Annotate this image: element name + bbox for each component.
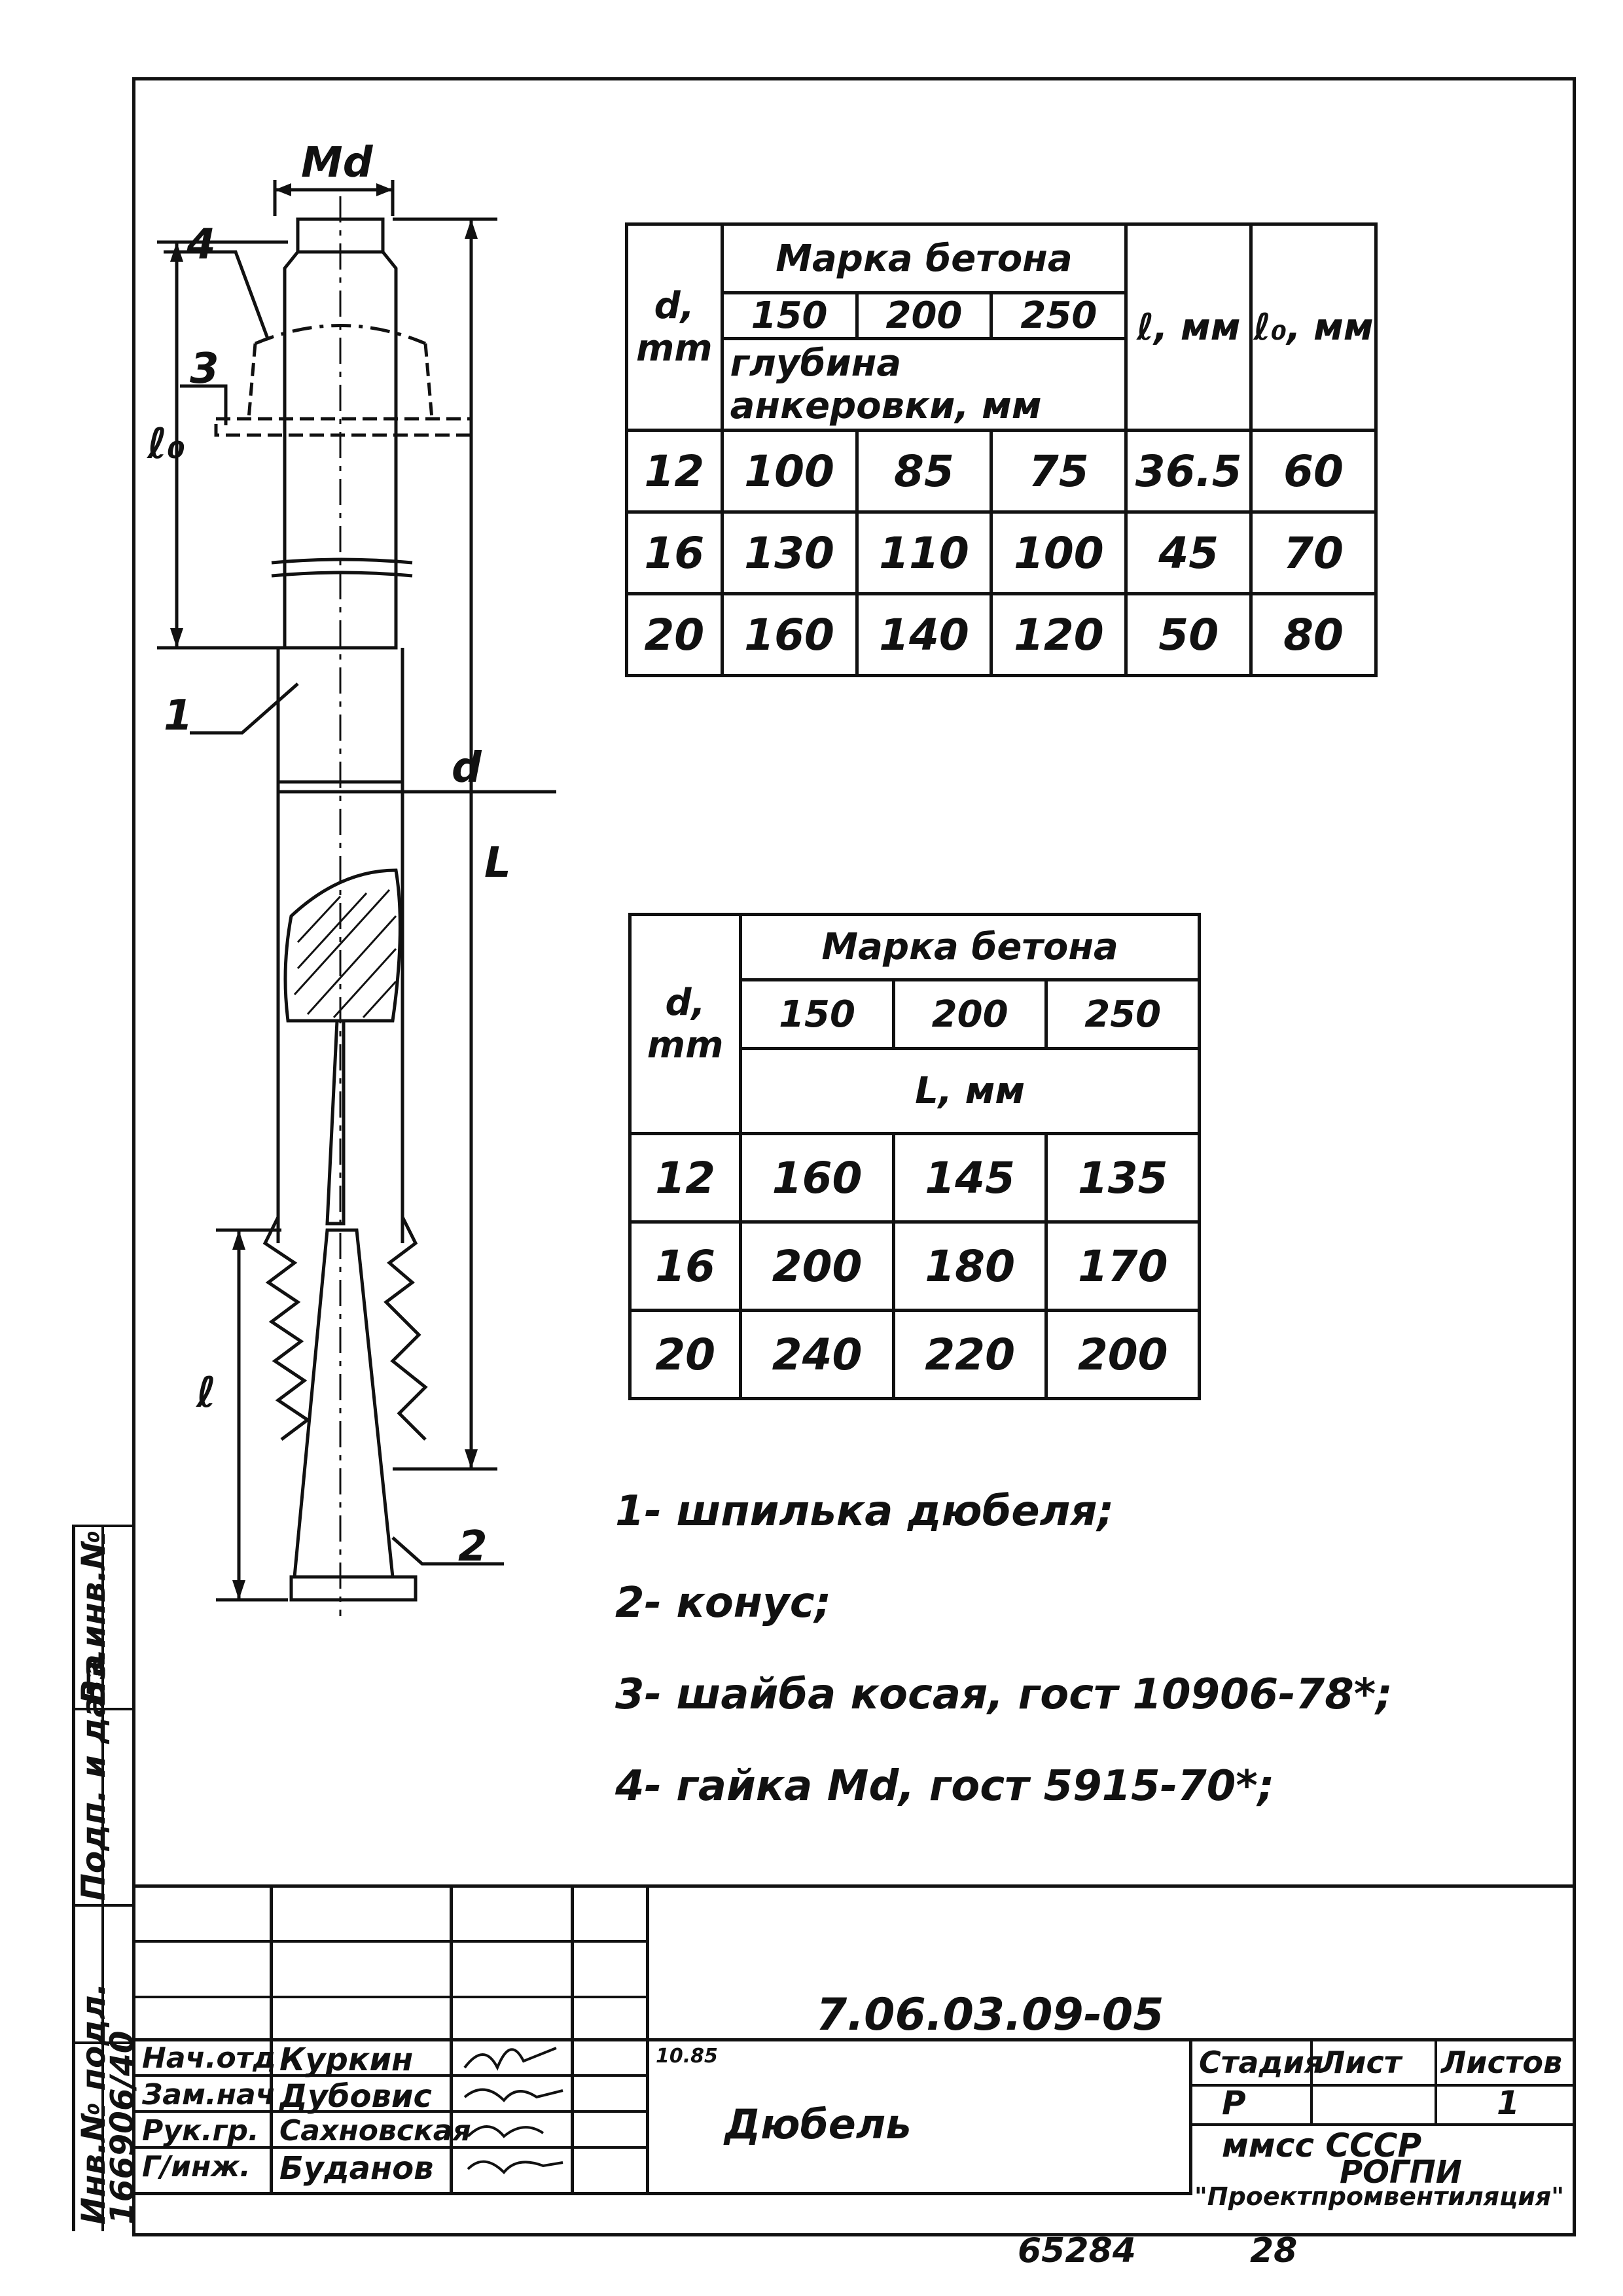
- legend-item: 4- гайка Мd, гост 5915-70*;: [615, 1762, 1275, 1810]
- t2-r1-150: 160: [741, 1134, 894, 1222]
- t2-grade-150: 150: [741, 980, 894, 1049]
- person-4: Буданов: [279, 2150, 434, 2187]
- t2-r3-200: 220: [893, 1311, 1046, 1399]
- label-l0: ℓ₀: [147, 420, 186, 468]
- signature-4: [468, 2162, 563, 2172]
- t1-r3-d: 20: [627, 594, 722, 676]
- document-name: Дюбель: [724, 2100, 912, 2148]
- label-d: d: [452, 744, 482, 792]
- t1-r1-250: 75: [991, 431, 1126, 512]
- t1-r3-200: 140: [857, 594, 991, 676]
- t1-header-l0: ℓ₀, мм: [1251, 224, 1376, 431]
- t1-header-l: ℓ, мм: [1126, 224, 1251, 431]
- archive-number: 65284: [1018, 2231, 1136, 2270]
- label-4: 4: [187, 221, 216, 269]
- t2-r1-d: 12: [630, 1134, 741, 1222]
- label-2: 2: [458, 1523, 488, 1571]
- t2-header-L: L, мм: [741, 1049, 1200, 1134]
- sheets-value: 1: [1497, 2084, 1520, 2122]
- t1-r2-l: 45: [1126, 512, 1251, 594]
- legend-item: 1- шпилька дюбеля;: [615, 1487, 1115, 1536]
- t2-r1-200: 145: [893, 1134, 1046, 1222]
- t1-header-d: d, mm: [627, 224, 722, 431]
- t1-r2-200: 110: [857, 512, 991, 594]
- side-inv-value: 166906/40: [103, 2030, 141, 2225]
- date-value: 10.85: [656, 2045, 718, 2068]
- t1-r1-150: 100: [722, 431, 857, 512]
- org-line-2: РОГПИ: [1340, 2154, 1462, 2191]
- t1-r3-l: 50: [1126, 594, 1251, 676]
- t1-r2-250: 100: [991, 512, 1126, 594]
- org-line-1: ммсс СССР: [1222, 2127, 1422, 2164]
- t2-r3-250: 200: [1046, 1311, 1200, 1399]
- document-code: 7.06.03.09-05: [816, 1989, 1164, 2041]
- legend-item: 3- шайба косая, гост 10906-78*;: [615, 1670, 1393, 1719]
- label-md: Md: [301, 139, 373, 187]
- label-L: L: [484, 839, 511, 887]
- person-2: Дубовис: [279, 2078, 432, 2115]
- stage-value: Р: [1222, 2084, 1246, 2122]
- t2-header-d: d, mm: [630, 915, 741, 1134]
- t1-r1-l0: 60: [1251, 431, 1376, 512]
- legend-item: 2- конус;: [615, 1579, 832, 1627]
- t2-header-brand: Марка бетона: [741, 915, 1200, 980]
- t1-r3-l0: 80: [1251, 594, 1376, 676]
- label-1: 1: [164, 692, 193, 740]
- side-stamp: [72, 1525, 141, 2231]
- stage-label: Стадия: [1199, 2045, 1324, 2080]
- t2-r1-250: 135: [1046, 1134, 1200, 1222]
- signature-2: [465, 2090, 563, 2100]
- t2-grade-200: 200: [893, 980, 1046, 1049]
- t1-r1-d: 12: [627, 431, 722, 512]
- t2-r3-150: 240: [741, 1311, 894, 1399]
- sheets-label: Листов: [1441, 2045, 1563, 2080]
- t1-r3-250: 120: [991, 594, 1126, 676]
- sheet-label: Лист: [1320, 2045, 1402, 2080]
- t1-r1-l: 36.5: [1126, 431, 1251, 512]
- t1-r1-200: 85: [857, 431, 991, 512]
- t1-r3-150: 160: [722, 594, 857, 676]
- signature-3: [468, 2127, 543, 2136]
- signature-1: [465, 2048, 556, 2068]
- side-inv-orig: Инв.№ подл.: [75, 1983, 113, 2225]
- t1-r2-d: 16: [627, 512, 722, 594]
- person-1: Куркин: [279, 2041, 414, 2078]
- role-1: Нач.отд: [142, 2041, 276, 2075]
- t1-header-depth: глубина анкеровки, мм: [722, 339, 1126, 431]
- t2-r2-d: 16: [630, 1222, 741, 1311]
- t1-grade-150: 150: [722, 293, 857, 339]
- t2-r2-150: 200: [741, 1222, 894, 1311]
- label-3: 3: [190, 345, 219, 393]
- t2-r3-d: 20: [630, 1311, 741, 1399]
- org-line-3: "Проектпромвентиляция": [1194, 2182, 1565, 2211]
- role-3: Рук.гр.: [142, 2114, 259, 2147]
- person-3: Сахновская: [279, 2114, 471, 2147]
- t1-header-brand: Марка бетона: [722, 224, 1126, 293]
- t1-r2-l0: 70: [1251, 512, 1376, 594]
- label-l: ℓ: [196, 1369, 217, 1417]
- role-2: Зам.нач: [142, 2078, 276, 2111]
- side-sign-date: Подп. и дата: [75, 1654, 113, 1901]
- t1-grade-250: 250: [991, 293, 1126, 339]
- t1-grade-200: 200: [857, 293, 991, 339]
- role-4: Г/инж.: [142, 2150, 251, 2183]
- t2-r2-200: 180: [893, 1222, 1046, 1311]
- page-number: 28: [1250, 2231, 1298, 2270]
- side-inv-dup: Вз.инв.№: [75, 1530, 113, 1704]
- t2-r2-250: 170: [1046, 1222, 1200, 1311]
- t2-grade-250: 250: [1046, 980, 1200, 1049]
- t1-r2-150: 130: [722, 512, 857, 594]
